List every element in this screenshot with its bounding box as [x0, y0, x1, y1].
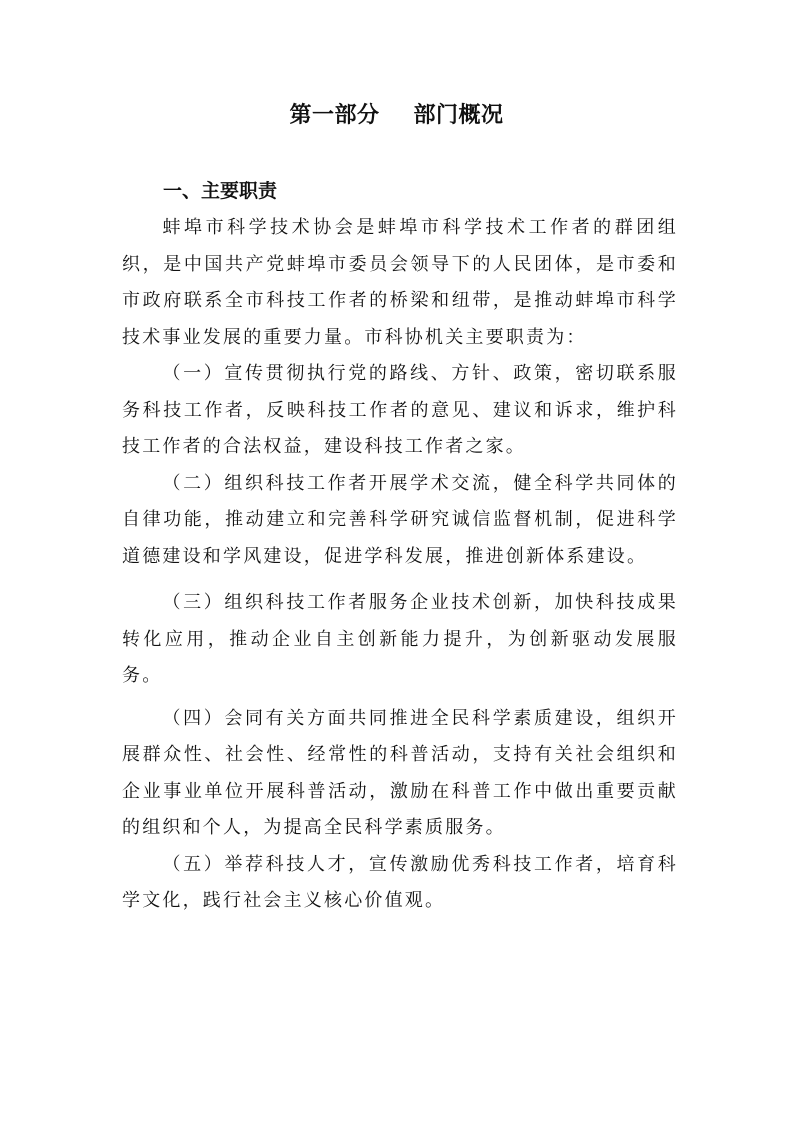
paragraph-intro: 蚌埠市科学技术协会是蚌埠市科学技术工作者的群团组织，是中国共产党蚌埠市委员会领导下的人民团体，是市委和市政府联系全市科技工作者的桥梁和纽带，是推动蚌埠市科学技术事业发展的重要力量。市科协机关主要职责为：	[122, 217, 678, 348]
paragraph-duty-4: （四）会同有关方面共同推进全民科学素质建设，组织开展群众性、社会性、经常性的科普活动，支持有关社会组织和企业事业单位开展科普活动，激励在科普工作中做出重要贡献的组织和个人，为提高全民科学素质服务。	[122, 707, 678, 838]
document-body	[122, 210, 678, 920]
paragraph-duty-5: （五）举荐科技人才，宣传激励优秀科技工作者，培育科学文化，践行社会主义核心价值观。	[122, 853, 678, 911]
part-title-number: 第一部分	[289, 103, 380, 128]
paragraph-duty-2: （二）组织科技工作者开展学术交流，健全科学共同体的自律功能，推动建立和完善科学研究诚信监督机制，促进科学道德建设和学风建设，促进学科发展，推进创新体系建设。	[122, 472, 678, 567]
paragraph-duty-1: （一）宣传贯彻执行党的路线、方针、政策，密切联系服务科技工作者，反映科技工作者的意见、建议和诉求，维护科技工作者的合法权益，建设科技工作者之家。	[122, 363, 678, 457]
section-heading: 一、主要职责	[163, 180, 278, 202]
paragraph-duty-3: （三）组织科技工作者服务企业技术创新，加快科技成果转化应用，推动企业自主创新能力提升，为创新驱动发展服务。	[122, 592, 678, 686]
part-title	[0, 100, 793, 132]
part-title-text: 部门概况	[413, 103, 504, 128]
